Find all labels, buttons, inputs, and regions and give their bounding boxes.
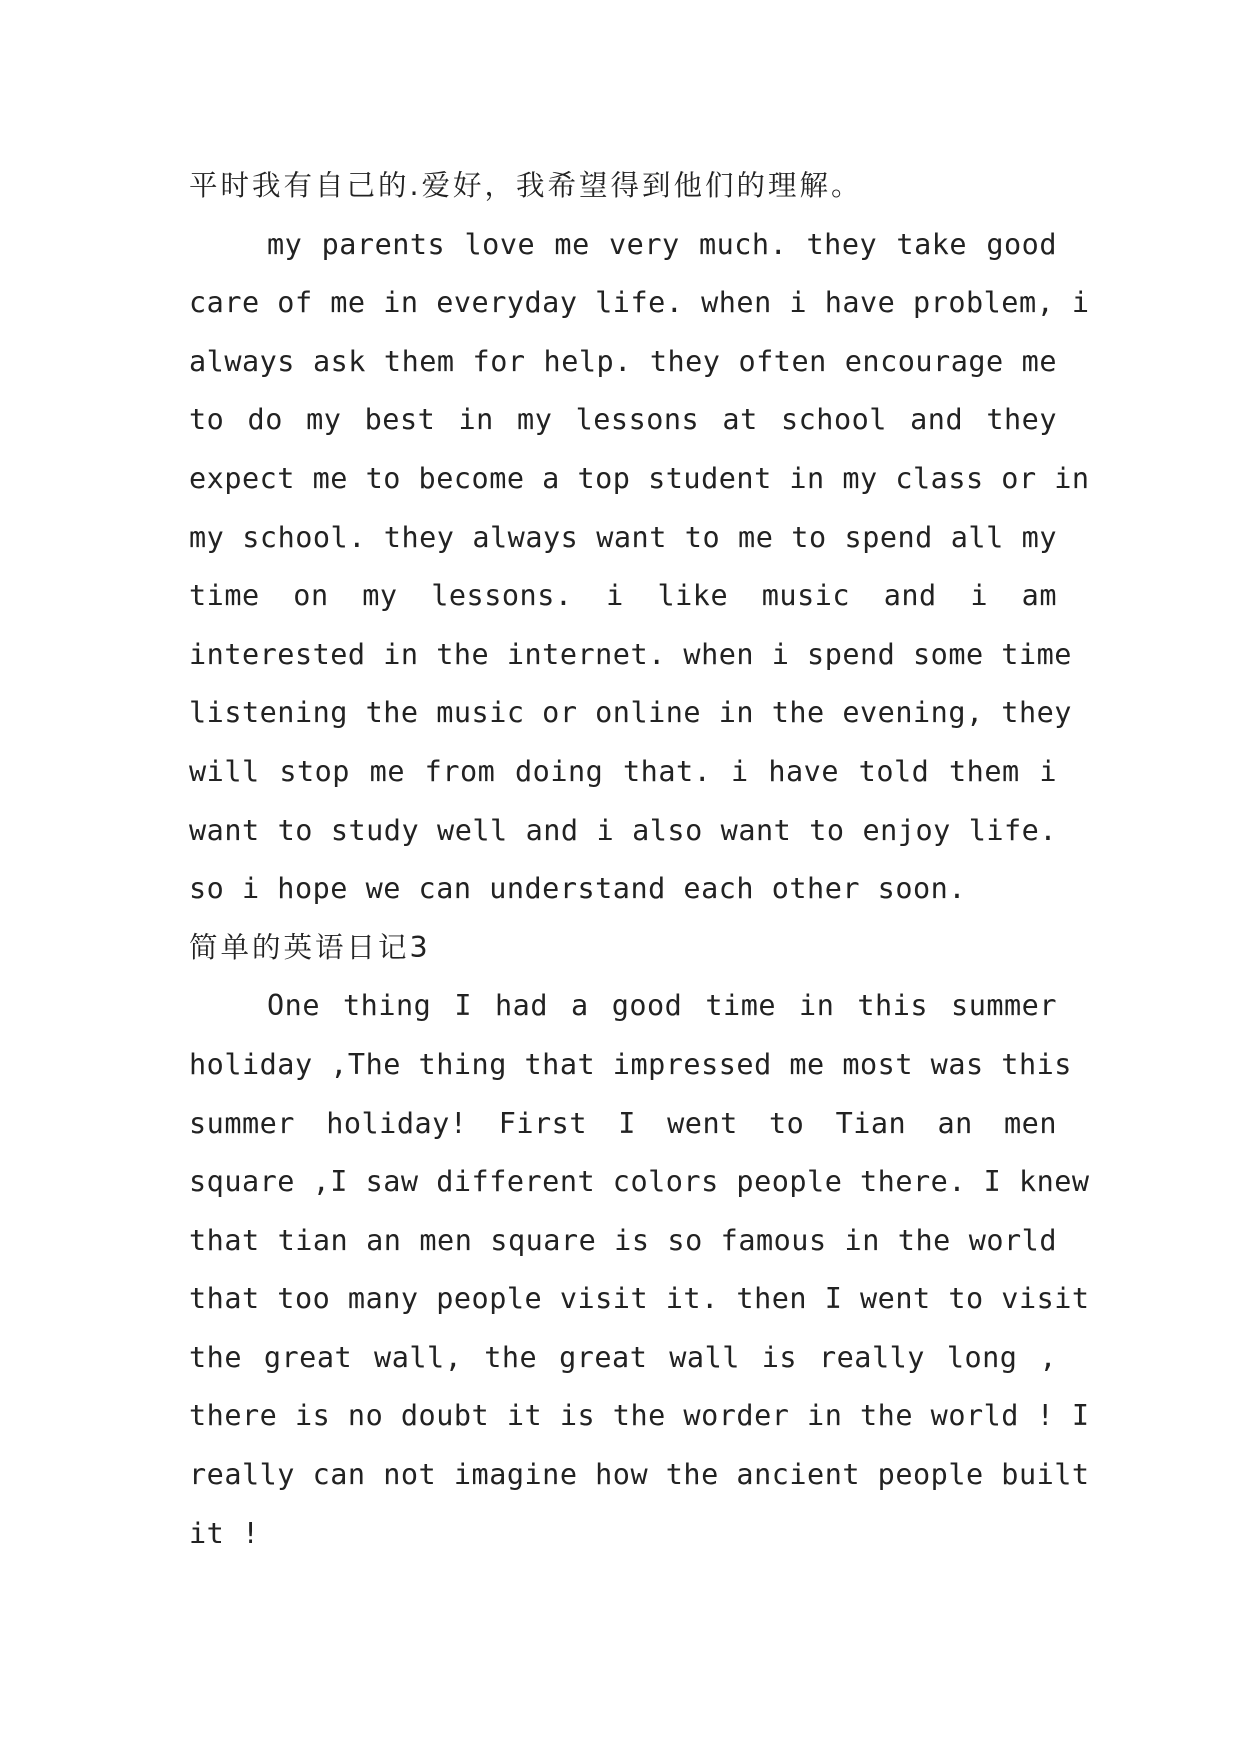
section-heading: 简单的英语日记3 <box>189 930 431 964</box>
paragraph-line: will stop me from doing that. i have told them i <box>189 754 1057 788</box>
paragraph-line: so i hope we can understand each other soon. <box>189 872 966 906</box>
paragraph-line: always ask them for help. they often encourage me <box>189 344 1057 378</box>
paragraph-line: listening the music or online in the evening, they <box>189 696 1072 730</box>
paragraph-line: interested in the internet. when i spend some time <box>189 637 1072 671</box>
paragraph-line: One thing I had a good time in this summer <box>267 989 1057 1023</box>
paragraph-line: there is no doubt it is the worder in the world ! I <box>189 1399 1090 1433</box>
document-body <box>189 157 1090 1563</box>
paragraph-summer-holiday <box>189 977 1090 1563</box>
paragraph-line: my parents love me very much. they take good <box>267 227 1057 261</box>
paragraph-line: my school. they always want to me to spend all my <box>189 520 1057 554</box>
paragraph-line: time on my lessons. i like music and i am <box>189 579 1057 613</box>
paragraph-line: care of me in everyday life. when i have problem, i <box>189 286 1090 320</box>
paragraph-line: it ! <box>189 1516 260 1550</box>
paragraph-line: that too many people visit it. then I went to visit <box>189 1282 1090 1316</box>
paragraph-line: square ,I saw different colors people there. I knew <box>189 1165 1090 1199</box>
paragraph-line: want to study well and i also want to enjoy life. <box>189 813 1057 847</box>
paragraph-line: summer holiday! First I went to Tian an men <box>189 1106 1057 1140</box>
paragraph-line: really can not imagine how the ancient people built <box>189 1458 1090 1492</box>
paragraph-line: the great wall, the great wall is really long , <box>189 1340 1057 1374</box>
paragraph-line: expect me to become a top student in my class or in <box>189 461 1090 495</box>
paragraph-line: holiday ,The thing that impressed me most was this <box>189 1047 1072 1081</box>
paragraph-line: that tian an men square is so famous in the world <box>189 1223 1057 1257</box>
intro-line: 平时我有自己的.爱好，我希望得到他们的理解。 <box>189 169 863 202</box>
paragraph-parents <box>189 216 1090 919</box>
paragraph-line: to do my best in my lessons at school and they <box>189 403 1057 437</box>
